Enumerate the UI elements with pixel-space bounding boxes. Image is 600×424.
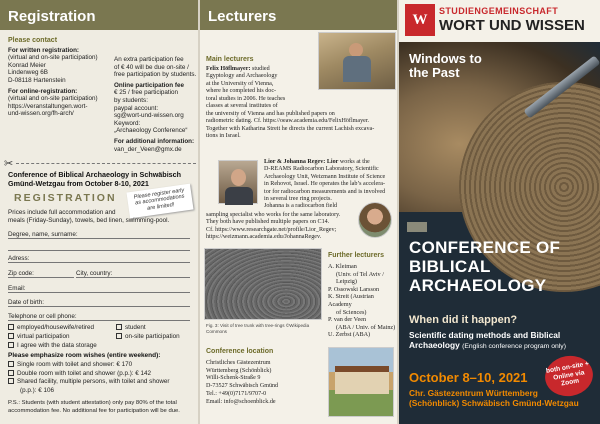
lecturers-panel — [200, 0, 397, 424]
city-field[interactable] — [76, 268, 190, 278]
lecturer-name: A. Kleiman — [328, 263, 357, 270]
online-url[interactable]: https://veranstaltungen.wort- — [8, 102, 88, 110]
written-title: For written registration: — [8, 46, 80, 54]
bio-line: toral studies in 2006. He teaches — [206, 95, 286, 102]
cover-subtitle — [409, 330, 599, 352]
checkbox-box[interactable] — [8, 361, 14, 367]
further-lecturers-list — [328, 263, 398, 339]
lecturer-name: K. Streit (Austrian Academy — [328, 293, 374, 308]
online-title: For online-registration: — [8, 87, 78, 95]
bio-line[interactable]: https://weizmann.academia.edu/JohannaRegev. — [206, 234, 322, 241]
written-line: Konrad Meier — [8, 61, 46, 69]
online-fee-line: € 25 / free participation — [114, 89, 179, 97]
prices-line: Prices include full accommodation and — [8, 209, 116, 216]
email-field[interactable] — [8, 283, 190, 293]
checkbox-label: employed/housewife/retired — [17, 324, 95, 331]
lecturer-name: P. van der Veen — [328, 316, 367, 324]
online-fee-line: by students: — [114, 96, 148, 104]
field-label: Degree, name, surname: — [8, 231, 78, 238]
bio-name: Lior & Johanna Regev: Lior — [264, 159, 339, 165]
cut-line — [16, 163, 196, 164]
lecturer-photo-lior-regev — [218, 160, 258, 204]
room-double[interactable] — [8, 370, 169, 379]
address-field[interactable] — [8, 253, 190, 263]
bio-line: Egyptology and Archaeology — [206, 73, 278, 80]
ps-line: P.S.: Students (with student attestation) only pay 80% of the total — [8, 400, 177, 406]
online-fee-line: Keyword: — [114, 119, 141, 127]
room-label: (p.p.): € 106 — [20, 386, 54, 394]
bio-line: D-REAMS Radiocarbon Laboratory, Scientific — [264, 166, 379, 173]
lecturer-affiliation: (ABA / Univ. of Mainz) — [336, 323, 396, 331]
bio-line: works at the — [339, 159, 370, 165]
bio-line: the university of Vienna and has published papers on — [206, 111, 335, 117]
brand-main: WORT UND WISSEN — [439, 17, 585, 34]
form-title-line: Conference of Biblical Archaeology in Schwäbisch — [8, 170, 182, 179]
online-url[interactable]: und-wissen.org/fh-arch/ — [8, 110, 74, 118]
status-checks-right — [116, 323, 180, 341]
registration-heading: Registration — [0, 0, 198, 30]
online-line: (virtual and on-site participation) — [8, 95, 98, 103]
venue-photo — [328, 347, 394, 417]
brand-logo: W — [405, 4, 435, 36]
field-label: Telephone or cell phone: — [8, 313, 77, 320]
cover-tagline: Windows to the Past — [409, 51, 482, 80]
bio-line: Archaeology Unit, Weizmann Institute of Science — [264, 173, 386, 180]
phone-field[interactable] — [8, 311, 190, 321]
bio-hoeflmayer — [206, 66, 318, 110]
online-fee-line: „Archaeology Conference“ — [114, 127, 188, 135]
status-checks — [8, 323, 97, 350]
prices-line: meals (Friday-Sunday), towels, bed linen, swimming-pool. — [8, 216, 170, 224]
checkbox-box[interactable] — [8, 378, 14, 384]
further-lecturers-title: Further lecturers — [328, 252, 385, 259]
venue-line: Chr. Gästezentrum Württemberg — [409, 388, 538, 398]
bio-line: radiometric dating. Cf. https://oeaw.academia.edu/FelixHöflmayer. — [206, 118, 370, 125]
birthdate-field[interactable] — [8, 297, 190, 307]
contact-title: Please contact — [8, 37, 58, 44]
bio-line: where he completed his doc- — [206, 88, 277, 95]
bio-regev-cont — [206, 212, 356, 242]
fee-line: of € 40 will be due on-site / — [114, 63, 189, 71]
address-line: Württemberg (Schönblick) — [206, 367, 272, 374]
checkbox-box[interactable] — [8, 370, 14, 376]
checkbox-employed[interactable] — [8, 323, 97, 332]
fee-block — [114, 56, 198, 153]
written-line: (virtual and on-site participation) — [8, 54, 98, 62]
field-label: Zip code: — [8, 270, 34, 277]
bio-line: tions in Israel. — [206, 133, 241, 140]
lecturer-affiliation: of Sciences) — [336, 308, 367, 316]
form-title-line: Gmünd-Wetzgau from October 8-10, 2021 — [8, 179, 149, 188]
address-line: Christliches Gästezentrum — [206, 360, 271, 366]
room-options — [8, 361, 169, 395]
image-caption: Fig. 3: Visit of tree trunk with tree-rings ©Wikipedia Commons — [206, 323, 310, 334]
lecturer-photo-johanna-regev — [358, 202, 392, 238]
register-early-note: Please register early as accommodations are limited! — [127, 184, 194, 219]
bio-line: tor for radiocarbon measurements and is involved — [264, 188, 386, 195]
conference-title: CONFERENCE OF BIBLICAL ARCHAEOLOGY — [409, 238, 561, 295]
checkbox-virtual[interactable] — [8, 332, 97, 341]
name-field-line2[interactable] — [8, 241, 190, 251]
zip-field[interactable] — [8, 268, 74, 278]
tree-rings-image — [204, 248, 322, 320]
checkbox-box[interactable] — [8, 342, 14, 348]
checkbox-box[interactable] — [116, 324, 122, 330]
field-label: Adress: — [8, 255, 30, 262]
checkbox-onsite[interactable] — [116, 332, 180, 341]
form-heading: REGISTRATION — [14, 192, 117, 204]
address-line: Tel.: +49(0)7171/9707-0 — [206, 390, 267, 397]
bio-line[interactable]: Cf. https://www.researchgate.net/profile/Lior_Regev; — [206, 226, 337, 233]
room-single[interactable] — [8, 361, 169, 370]
ps-note — [8, 400, 198, 415]
bio-hoeflmayer-cont — [206, 111, 396, 141]
checkbox-label: I agree with the data storage — [17, 342, 97, 349]
room-label: Shared facility, multiple persons, with toilet and shower — [17, 378, 170, 385]
address-line: Willi-Schenk-Straße 9 — [206, 375, 261, 382]
cover-date: October 8–10, 2021 — [409, 370, 528, 385]
online-fee-line: paypal account: — [114, 104, 159, 112]
additional-email[interactable]: van_der_Veen@gmx.de — [114, 145, 182, 153]
venue-line: (Schönblick) Schwäbisch Gmünd-Wetzgau — [409, 398, 579, 408]
bio-line: sampling specialist who works for the same laboratory. — [206, 212, 341, 218]
fee-line: An extra participation fee — [114, 56, 184, 63]
lecturer-affiliation: (Univ. of Tel Aviv / — [336, 270, 384, 278]
prices-note — [8, 209, 188, 224]
registration-panel — [0, 0, 198, 424]
written-line: D-08118 Hartenstein — [8, 76, 66, 84]
name-field[interactable] — [8, 229, 190, 239]
lecturer-name: U. Zerbst (ABA) — [328, 331, 371, 339]
lecturer-affiliation: Leipzig) — [336, 278, 357, 286]
checkbox-label: student — [125, 324, 146, 331]
field-label: Date of birth: — [8, 299, 45, 306]
bio-line: They both have published multiple papers on C14. — [206, 219, 330, 226]
field-label: Email: — [8, 285, 26, 292]
form-title — [8, 170, 181, 188]
bio-line: at the University of Vienna, — [206, 80, 274, 87]
address-line: D-73527 Schwäbisch Gmünd — [206, 383, 279, 390]
online-fee-title: Online participation fee — [114, 81, 184, 89]
subtitle-note: (English conference program only) — [462, 343, 566, 350]
field-label: City, country: — [76, 270, 113, 277]
checkbox-box[interactable] — [8, 324, 14, 330]
contact-block — [8, 37, 108, 118]
cover-panel — [399, 0, 600, 424]
bio-line: Johanna is a radiocarbon field — [264, 203, 338, 210]
bio-line: in several tree ring projects. — [264, 196, 332, 203]
location-address — [206, 360, 316, 406]
written-line: Lindenweg 6B — [8, 69, 48, 77]
bio-line: classes at several institutes of — [206, 103, 278, 110]
brand-top: STUDIENGEMEINSCHAFT — [439, 6, 559, 16]
bio-line: Together with Katharina Streit he directs the current Lachish excava- — [206, 125, 375, 132]
checkbox-data-storage[interactable] — [8, 341, 97, 350]
cover-venue — [409, 388, 599, 408]
bio-name: Felix Höflmayer: — [206, 66, 251, 72]
bio-line: in Rehovot, Israel. He operates the lab’s accelera- — [264, 181, 385, 188]
lecturer-name: P. Ossowski Larsson — [328, 285, 380, 293]
decor-block — [407, 222, 427, 232]
ps-line: accommodation fee. No additional fee for participation will be due. — [8, 407, 180, 414]
location-title: Conference location — [206, 348, 274, 355]
online-fee-line: sg@wort-und-wissen.org — [114, 112, 184, 120]
room-label: Double room with toilet and shower (p.p.): € 142 — [17, 369, 152, 377]
additional-title: For additional information: — [114, 137, 195, 145]
online-badge: both on-site + Online via Zoom — [542, 352, 596, 400]
main-lecturers-title: Main lecturers — [206, 56, 254, 63]
room-label: Single room with toilet and shower: € 170 — [17, 361, 133, 368]
bio-line: studied — [252, 66, 270, 72]
subtitle-main: Scientific dating methods and Biblical Archaeology — [409, 330, 561, 350]
scissors-icon: ✂ — [4, 158, 14, 170]
checkbox-box[interactable] — [8, 333, 14, 339]
room-shared[interactable] — [8, 378, 169, 387]
checkbox-label: on-site participation — [125, 333, 180, 340]
rooms-title: Please emphasize room wishes (entire weekend): — [8, 352, 161, 359]
fee-line: free participation by students. — [114, 71, 197, 79]
checkbox-box[interactable] — [116, 333, 122, 339]
lecturers-heading: Lecturers — [200, 0, 397, 30]
address-line[interactable]: Email: info@schoenblick.de — [206, 398, 276, 405]
checkbox-label: virtual participation — [17, 333, 70, 340]
checkbox-student[interactable] — [116, 323, 180, 332]
cover-question: When did it happen? — [409, 314, 518, 326]
lecturer-photo-hoeflmayer — [318, 32, 396, 90]
